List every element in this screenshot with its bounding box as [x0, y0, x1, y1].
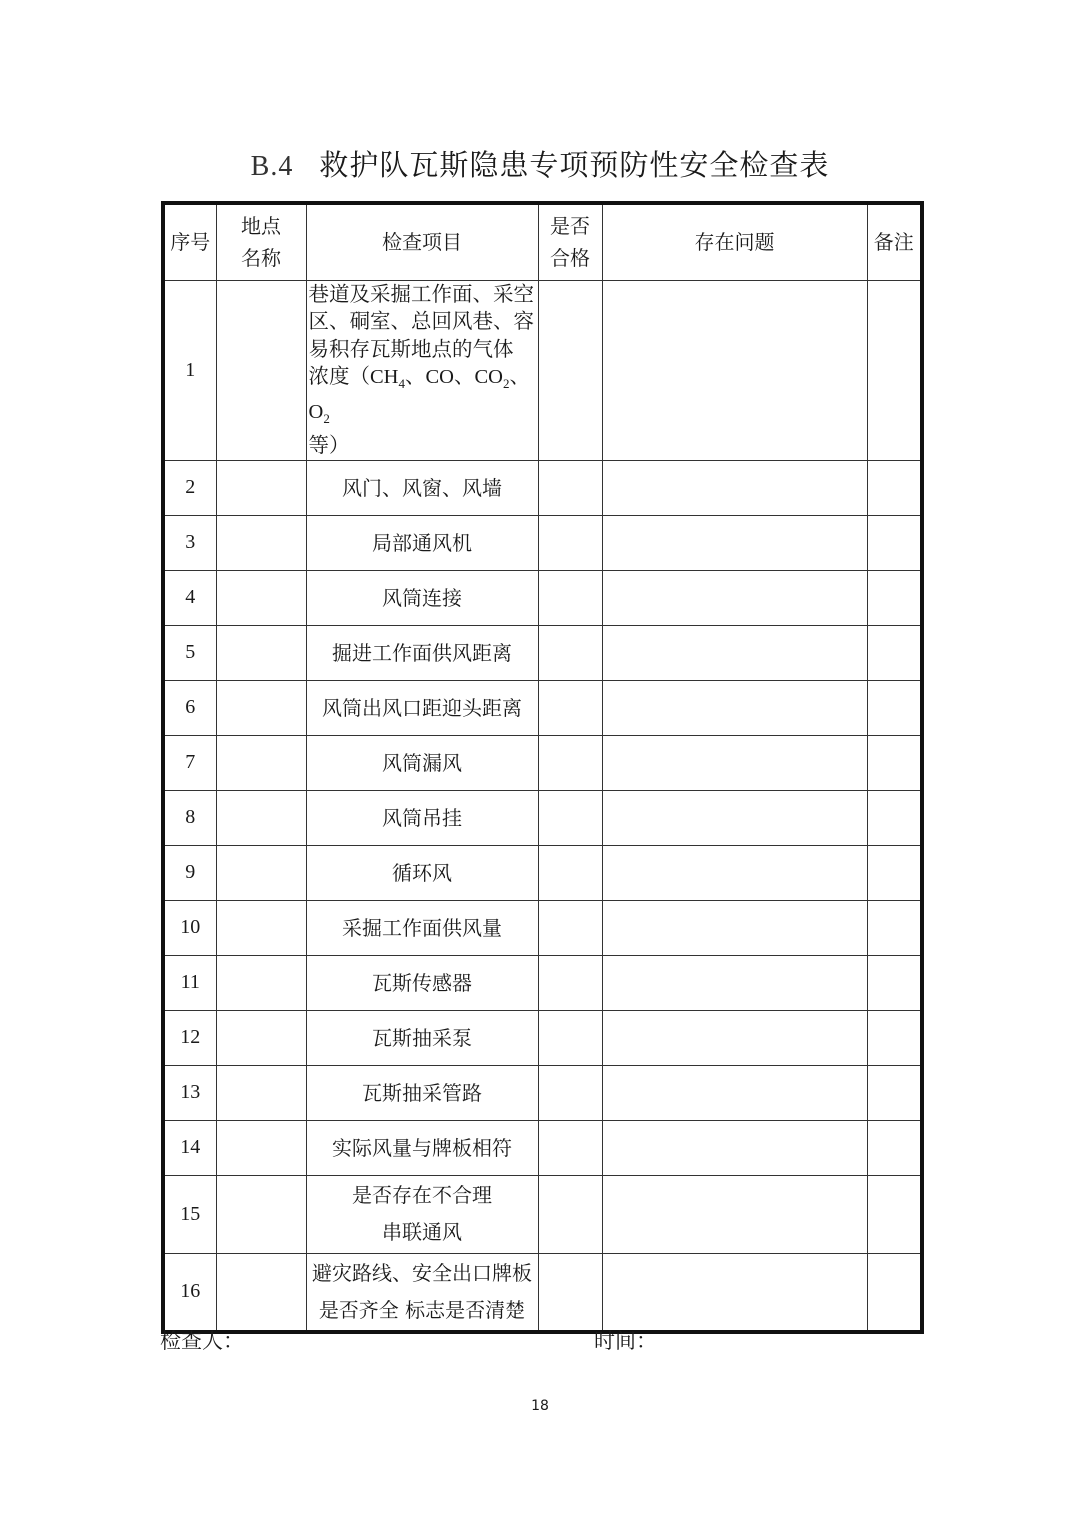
check-item-cell: 实际风量与牌板相符	[306, 1120, 538, 1175]
header-location-line2: 名称	[241, 246, 281, 271]
location-cell[interactable]	[216, 570, 306, 625]
section-code: B.4	[250, 151, 294, 182]
inspection-table	[161, 201, 924, 1334]
check-item-cell: 风筒连接	[306, 570, 538, 625]
table-row	[163, 680, 922, 735]
location-cell[interactable]	[216, 515, 306, 570]
issue-cell[interactable]	[602, 1253, 867, 1332]
issue-cell[interactable]	[602, 570, 867, 625]
remark-cell[interactable]	[867, 1253, 922, 1332]
issue-cell[interactable]	[602, 1065, 867, 1120]
check-item-cell: 风门、风窗、风墙	[306, 460, 538, 515]
pass-cell[interactable]	[538, 570, 602, 625]
table-row	[163, 1065, 922, 1120]
issue-cell[interactable]	[602, 1010, 867, 1065]
check-item-cell: 风筒吊挂	[306, 790, 538, 845]
pass-cell[interactable]	[538, 955, 602, 1010]
check-item-cell	[306, 1175, 538, 1253]
location-cell[interactable]	[216, 790, 306, 845]
remark-cell[interactable]	[867, 570, 922, 625]
remark-cell[interactable]	[867, 280, 922, 460]
header-pass-line2: 合格	[550, 246, 590, 271]
item-line: 避灾路线、安全出口牌板	[312, 1260, 532, 1285]
item-line: 是否存在不合理	[352, 1183, 492, 1208]
check-item-cell: 采掘工作面供风量	[306, 900, 538, 955]
check-item-cell: 瓦斯传感器	[306, 955, 538, 1010]
issue-cell[interactable]	[602, 460, 867, 515]
row-number: 7	[163, 735, 216, 790]
header-location	[216, 203, 306, 280]
row-number: 2	[163, 460, 216, 515]
location-cell[interactable]	[216, 955, 306, 1010]
row-number: 6	[163, 680, 216, 735]
header-item: 检查项目	[306, 203, 538, 280]
chem-co-sub: 2	[502, 376, 510, 392]
table-row	[163, 1010, 922, 1065]
table-row	[163, 460, 922, 515]
table-row	[163, 955, 922, 1010]
issue-cell[interactable]	[602, 955, 867, 1010]
remark-cell[interactable]	[867, 955, 922, 1010]
item-line: 易积存瓦斯地点的气体	[308, 336, 514, 361]
item-line: 是否齐全 标志是否清楚	[318, 1297, 526, 1322]
time-label: 时间：	[594, 1329, 657, 1353]
pass-cell[interactable]	[538, 1120, 602, 1175]
location-cell[interactable]	[216, 845, 306, 900]
issue-cell[interactable]	[602, 280, 867, 460]
table-row	[163, 900, 922, 955]
header-issue: 存在问题	[602, 203, 867, 280]
check-item-cell: 瓦斯抽采泵	[306, 1010, 538, 1065]
issue-cell[interactable]	[602, 680, 867, 735]
remark-cell[interactable]	[867, 1120, 922, 1175]
item-line: 浓度（	[308, 364, 370, 388]
page-title	[0, 143, 1080, 184]
row-number: 3	[163, 515, 216, 570]
remark-cell[interactable]	[867, 515, 922, 570]
table-row	[163, 280, 922, 460]
table-row	[163, 790, 922, 845]
location-cell[interactable]	[216, 280, 306, 460]
pass-cell[interactable]	[538, 1065, 602, 1120]
table-row	[163, 625, 922, 680]
remark-cell[interactable]	[867, 680, 922, 735]
row-number: 5	[163, 625, 216, 680]
check-item-cell: 风筒漏风	[306, 735, 538, 790]
chem-o-sub: 2	[323, 410, 330, 426]
pass-cell[interactable]	[538, 845, 602, 900]
remark-cell[interactable]	[867, 790, 922, 845]
header-location-line1: 地点	[241, 214, 281, 239]
location-cell[interactable]	[216, 680, 306, 735]
row-number: 11	[163, 955, 216, 1010]
chem-ch-sub: 4	[398, 376, 405, 392]
page-number: 18	[531, 1398, 549, 1414]
pass-cell[interactable]	[538, 1010, 602, 1065]
location-cell[interactable]	[216, 1175, 306, 1253]
row-number: 10	[163, 900, 216, 955]
item-line: 巷道及采掘工作面、采空	[308, 281, 534, 306]
pass-cell[interactable]	[538, 515, 602, 570]
table-row	[163, 570, 922, 625]
pass-cell[interactable]	[538, 1175, 602, 1253]
issue-cell[interactable]	[602, 625, 867, 680]
remark-cell[interactable]	[867, 625, 922, 680]
table-row	[163, 845, 922, 900]
pass-cell[interactable]	[538, 625, 602, 680]
remark-cell[interactable]	[867, 1175, 922, 1253]
location-cell[interactable]	[216, 460, 306, 515]
remark-cell[interactable]	[867, 735, 922, 790]
check-item-cell: 掘进工作面供风距离	[306, 625, 538, 680]
remark-cell[interactable]	[867, 900, 922, 955]
header-seq: 序号	[163, 203, 216, 280]
remark-cell[interactable]	[867, 1065, 922, 1120]
row-number: 15	[163, 1175, 216, 1253]
row-number: 13	[163, 1065, 216, 1120]
issue-cell[interactable]	[602, 845, 867, 900]
check-item-cell: 循环风	[306, 845, 538, 900]
header-remark: 备注	[867, 203, 922, 280]
issue-cell[interactable]	[602, 735, 867, 790]
location-cell[interactable]	[216, 900, 306, 955]
location-cell[interactable]	[216, 625, 306, 680]
issue-cell[interactable]	[602, 1120, 867, 1175]
pass-cell[interactable]	[538, 280, 602, 460]
issue-cell[interactable]	[602, 515, 867, 570]
row-number: 14	[163, 1120, 216, 1175]
location-cell[interactable]	[216, 735, 306, 790]
inspector-label: 检查人：	[160, 1329, 244, 1353]
chem-co: CO	[474, 366, 503, 388]
check-item-cell	[306, 1253, 538, 1332]
table-header-row	[163, 203, 922, 280]
location-cell[interactable]	[216, 1065, 306, 1120]
item-line: 串联通风	[382, 1220, 462, 1245]
remark-cell[interactable]	[867, 460, 922, 515]
table-row	[163, 1120, 922, 1175]
row-number: 16	[163, 1253, 216, 1332]
location-cell[interactable]	[216, 1253, 306, 1332]
chem-o: O	[308, 400, 324, 423]
remark-cell[interactable]	[867, 845, 922, 900]
pass-cell[interactable]	[538, 680, 602, 735]
section-title: 救护队瓦斯隐患专项预防性安全检查表	[319, 148, 830, 182]
item-line: 区、硐室、总回风巷、容	[308, 309, 534, 333]
check-item-cell: 风筒出风口距迎头距离	[306, 680, 538, 735]
table-row	[163, 1175, 922, 1253]
check-item-cell: 局部通风机	[306, 515, 538, 570]
location-cell[interactable]	[216, 1120, 306, 1175]
issue-cell[interactable]	[602, 790, 867, 845]
pass-cell[interactable]	[538, 735, 602, 790]
row-number: 4	[163, 570, 216, 625]
pass-cell[interactable]	[538, 790, 602, 845]
row-number: 1	[163, 280, 216, 460]
header-pass	[538, 203, 602, 280]
table-row	[163, 515, 922, 570]
pass-cell[interactable]	[538, 460, 602, 515]
table-row	[163, 1253, 922, 1332]
remark-cell[interactable]	[867, 1010, 922, 1065]
issue-cell[interactable]	[602, 900, 867, 955]
row-number: 9	[163, 845, 216, 900]
check-item-cell	[306, 280, 538, 460]
chem-ch: CH	[370, 366, 399, 388]
header-pass-line1: 是否	[550, 214, 590, 239]
check-item-cell: 瓦斯抽采管路	[306, 1065, 538, 1120]
row-number: 8	[163, 790, 216, 845]
chem-sep1: 、CO、	[404, 366, 475, 388]
issue-cell[interactable]	[602, 1175, 867, 1253]
location-cell[interactable]	[216, 1010, 306, 1065]
pass-cell[interactable]	[538, 1253, 602, 1332]
item-line: 等）	[308, 433, 350, 458]
row-number: 12	[163, 1010, 216, 1065]
table-row	[163, 735, 922, 790]
pass-cell[interactable]	[538, 900, 602, 955]
chem-sep2: 、	[509, 366, 530, 388]
